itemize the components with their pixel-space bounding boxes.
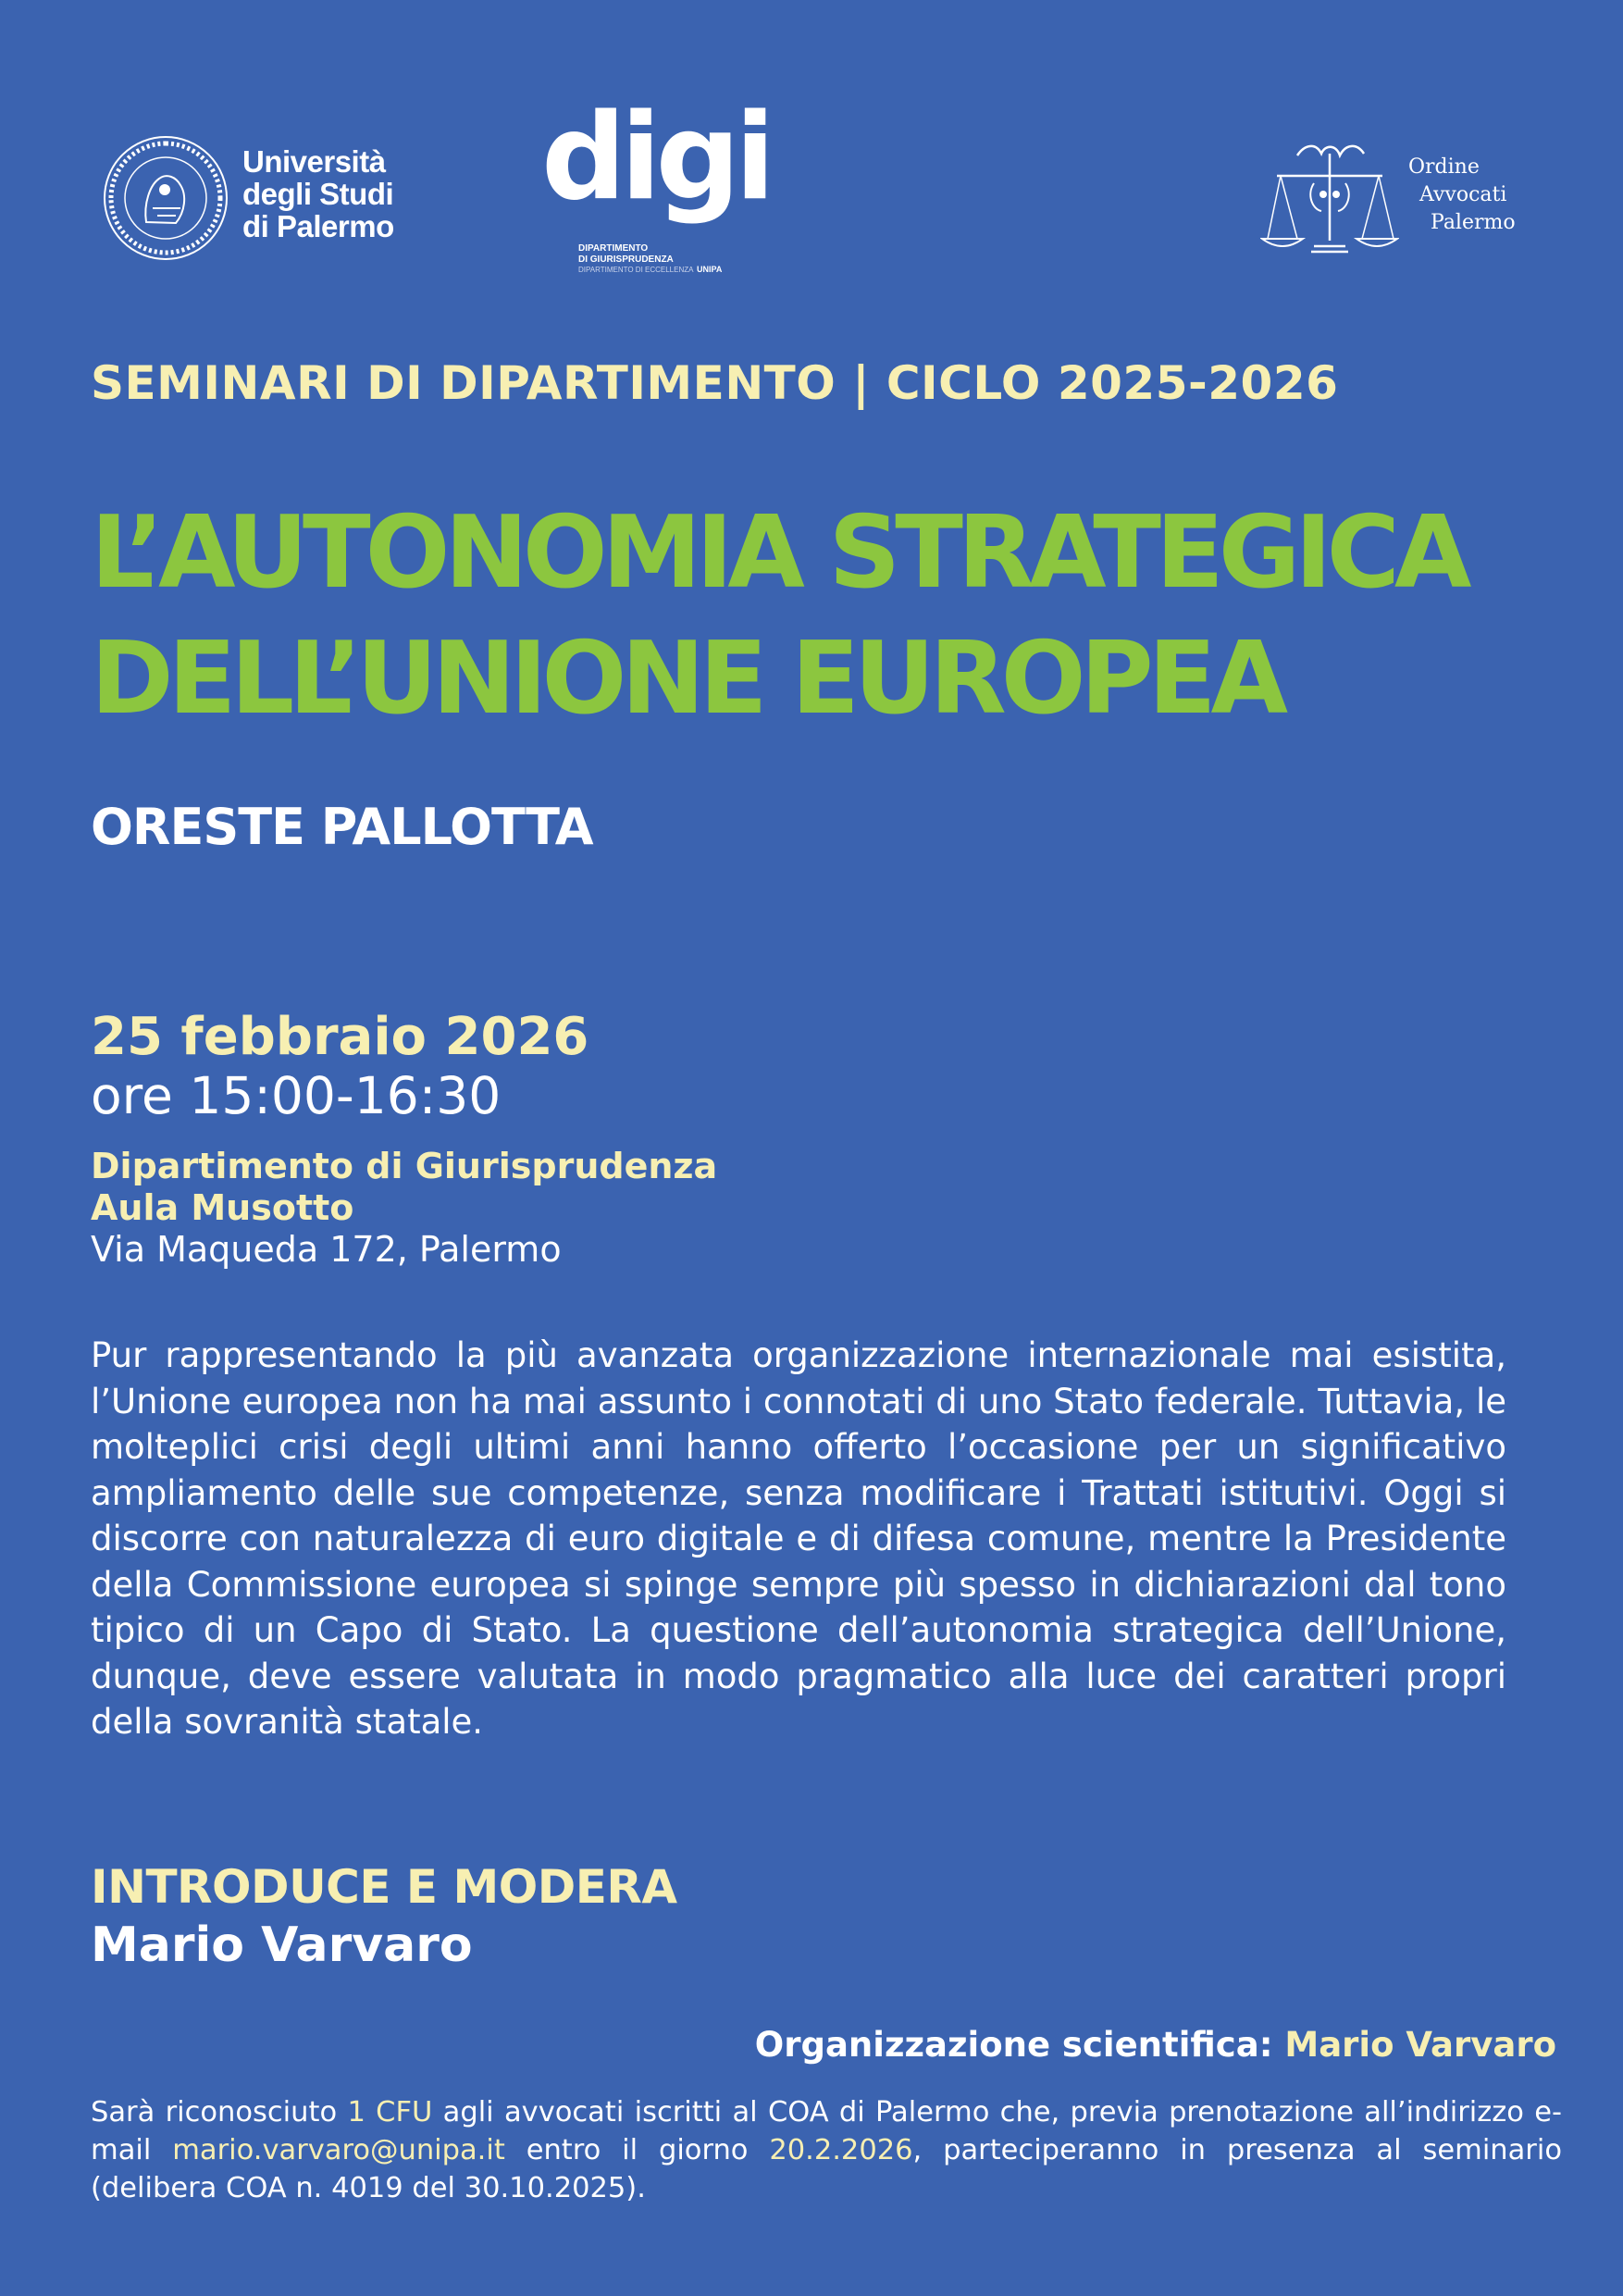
title-line2: DELL’UNIONE EUROPEA (91, 621, 1283, 737)
event-date: 25 febbraio 2026 (91, 1007, 589, 1067)
digi-sub-line2: DI GIURISPRUDENZA (578, 254, 674, 265)
organization-name: Mario Varvaro (1284, 2025, 1556, 2065)
cfu-note (91, 2093, 1562, 2207)
ordine-avvocati-logo (1260, 137, 1519, 267)
unipa-seal-icon (102, 134, 229, 262)
cfu-credits: 1 CFU (347, 2096, 433, 2128)
series-heading: SEMINARI DI DIPARTIMENTO | CICLO 2025-2026 (91, 356, 1339, 410)
scales-of-justice-icon (1260, 137, 1399, 267)
booking-email-link[interactable]: mario.varvaro@unipa.it (172, 2134, 505, 2166)
digi-sub-line3: DIPARTIMENTO DI ECCELLENZA (578, 266, 694, 274)
digi-logo (541, 89, 770, 274)
digi-unipa-label: UNIPA (697, 265, 723, 274)
cfu-note-part2: agli avvocati iscritti al COA di Palermo che, previa prenotazione all’indirizzo e-mail (91, 2096, 1563, 2166)
abstract-text: Pur rappresentando la più avanzata organizzazione internazionale mai esistita, l’Unione europea non ha mai assunto i connotati di uno Stato federale. Tuttavia, le molteplici crisi degli ultimi anni hanno offerto l’occasione per un significativo ampliamento delle sue competenze, senza modificare i Trattati istitutivi. Oggi si discorre con naturalezza di euro digitale e di difesa comune, mentre la Presidente della Commissione europea si spinge sempre più spesso in dichiarazioni dal tono tipico di un Capo di Stato. La questione dell’autonomia strategica dell’Unione, dunque, deve essere valutata in modo pragmatico alla luce dei caratteri propri della sovranità statale. (91, 1335, 1506, 1742)
speaker-name: ORESTE PALLOTTA (91, 798, 593, 856)
cfu-note-part4: , parteciperanno in presenza al seminario (delibera COA n. 4019 del 30.10.2025). (91, 2134, 1562, 2204)
ordine-line1: Ordine (1408, 155, 1480, 179)
scientific-organization (755, 2025, 1556, 2065)
booking-deadline: 20.2.2026 (769, 2134, 913, 2166)
cfu-note-part1: Sarà riconosciuto (91, 2096, 348, 2128)
digi-wordmark: digi (541, 89, 770, 227)
digi-subtitle (578, 243, 674, 266)
unipa-wordmark (242, 145, 394, 242)
venue-department: Dipartimento di Giurisprudenza (91, 1146, 718, 1186)
ordine-line3: Palermo (1431, 211, 1516, 234)
unipa-line3: di Palermo (242, 209, 394, 243)
ordine-wordmark (1408, 154, 1516, 237)
moderator-label: INTRODUCE E MODERA (91, 1860, 677, 1914)
cfu-note-part3: entro il giorno (504, 2134, 770, 2166)
unipa-logo (102, 134, 416, 264)
venue-address: Via Maqueda 172, Palermo (91, 1229, 562, 1270)
seminar-title (91, 490, 1466, 742)
unipa-line2: degli Studi (242, 177, 394, 211)
venue-room: Aula Musotto (91, 1187, 354, 1228)
organization-label: Organizzazione scientifica: (754, 2025, 1273, 2065)
title-line1: L’AUTONOMIA STRATEGICA (91, 495, 1467, 611)
digi-sub-line1: DIPARTIMENTO (578, 243, 649, 254)
event-time: ore 15:00-16:30 (91, 1066, 502, 1125)
ordine-line2: Avvocati (1419, 183, 1507, 206)
moderator-name: Mario Varvaro (91, 1917, 473, 1973)
unipa-line1: Università (242, 144, 386, 179)
